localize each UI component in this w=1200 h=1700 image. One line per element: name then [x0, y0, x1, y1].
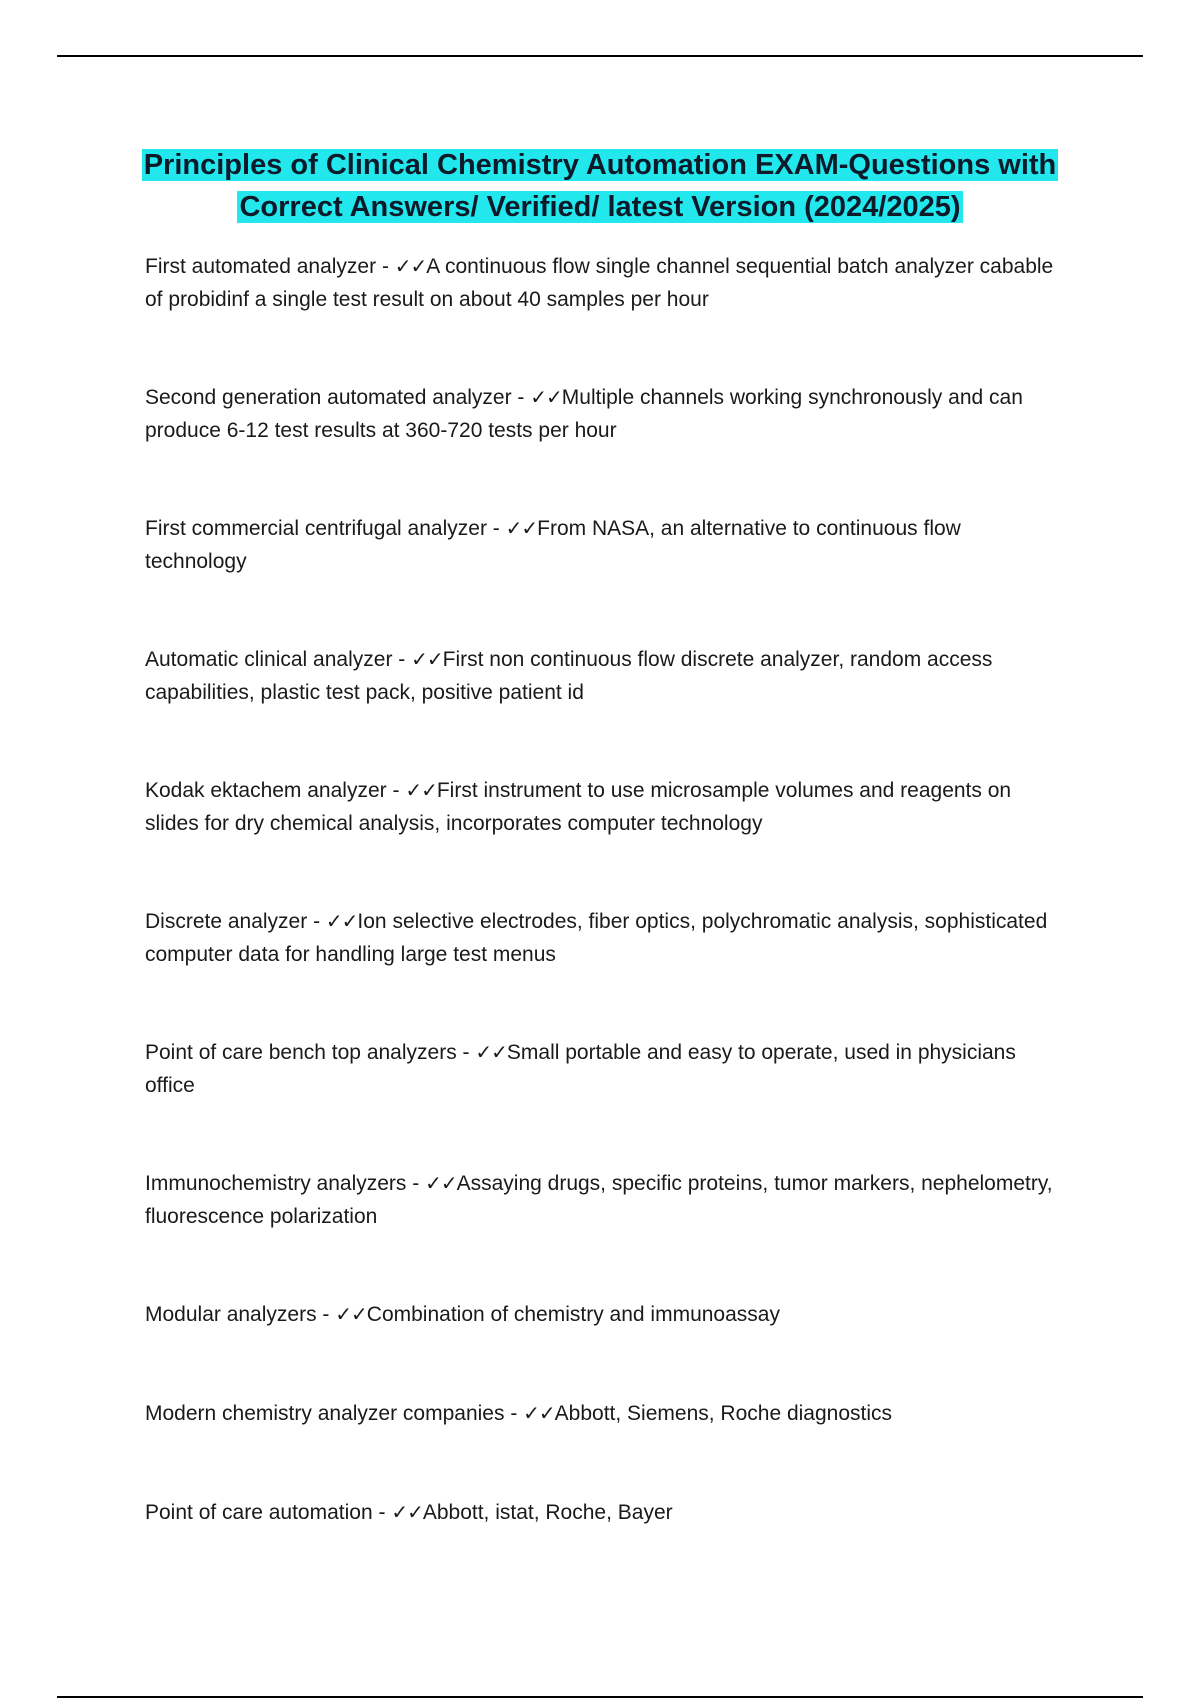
- qa-term: Modular analyzers: [145, 1303, 317, 1326]
- qa-item: [145, 774, 1065, 905]
- qa-item: [145, 1298, 1065, 1397]
- qa-answer: First instrument to use microsample volumes and reagents on slides for dry chemical analysis, incorporates computer technology: [145, 779, 1012, 835]
- double-check-icon: ✓✓: [505, 516, 538, 540]
- qa-term: Point of care automation: [145, 1501, 373, 1524]
- qa-term: Point of care bench top analyzers: [145, 1041, 457, 1064]
- qa-list: [145, 250, 1065, 1536]
- qa-separator: -: [392, 648, 412, 671]
- qa-term: Immunochemistry analyzers: [145, 1172, 407, 1195]
- double-check-icon: ✓✓: [394, 254, 427, 278]
- qa-separator: -: [307, 910, 326, 933]
- top-rule: [57, 55, 1143, 57]
- qa-separator: -: [406, 1172, 426, 1195]
- title-highlight: Principles of Clinical Chemistry Automation EXAM-Questions with Correct Answers/ Verified/ latest Version (2024/2025): [143, 149, 1057, 223]
- qa-answer: Combination of chemistry and immunoassay: [366, 1303, 780, 1326]
- qa-item: [145, 905, 1065, 1036]
- qa-item: [145, 643, 1065, 774]
- qa-item: [145, 1496, 1065, 1536]
- qa-answer: From NASA, an alternative to continuous flow technology: [145, 517, 961, 573]
- qa-answer: First non continuous flow discrete analyzer, random access capabilities, plastic test pack, positive patient id: [145, 648, 993, 704]
- qa-term: First automated analyzer: [145, 255, 377, 278]
- qa-separator: -: [511, 386, 531, 409]
- qa-item: [145, 1036, 1065, 1167]
- qa-answer: Abbott, Siemens, Roche diagnostics: [554, 1402, 893, 1425]
- bottom-rule: [57, 1696, 1143, 1698]
- qa-separator: -: [486, 517, 506, 540]
- document-title: [100, 144, 1100, 228]
- double-check-icon: ✓✓: [405, 778, 437, 802]
- double-check-icon: ✓✓: [425, 1171, 457, 1195]
- double-check-icon: ✓✓: [391, 1500, 423, 1524]
- qa-item: [145, 512, 1065, 643]
- qa-term: Modern chemistry analyzer companies: [145, 1402, 505, 1425]
- qa-answer: Ion selective electrodes, fiber optics, polychromatic analysis, sophisticated computer data for handling large test menus: [145, 910, 1048, 966]
- qa-item: [145, 1167, 1065, 1298]
- double-check-icon: ✓✓: [475, 1040, 507, 1064]
- double-check-icon: ✓✓: [523, 1401, 555, 1425]
- qa-item: [145, 250, 1065, 381]
- qa-item: [145, 381, 1065, 512]
- qa-term: Second generation automated analyzer: [145, 386, 512, 409]
- qa-term: First commercial centrifugal analyzer: [145, 517, 487, 540]
- qa-separator: -: [456, 1041, 476, 1064]
- qa-answer: Abbott, istat, Roche, Bayer: [422, 1501, 673, 1524]
- double-check-icon: ✓✓: [335, 1302, 367, 1326]
- qa-separator: -: [376, 255, 395, 278]
- qa-separator: -: [316, 1303, 336, 1326]
- qa-separator: -: [386, 779, 406, 802]
- qa-item: [145, 1397, 1065, 1496]
- qa-answer: Multiple channels working synchronously and can produce 6-12 test results at 360-720 tests per hour: [145, 386, 1023, 442]
- qa-term: Discrete analyzer: [145, 910, 308, 933]
- qa-answer: A continuous flow single channel sequential batch analyzer cabable of probidinf a single test result on about 40 samples per hour: [145, 255, 1054, 311]
- double-check-icon: ✓✓: [530, 385, 562, 409]
- double-check-icon: ✓✓: [411, 647, 443, 671]
- qa-answer: Small portable and easy to operate, used in physicians office: [145, 1041, 1016, 1097]
- qa-answer: Assaying drugs, specific proteins, tumor markers, nephelometry, fluorescence polarization: [145, 1172, 1053, 1228]
- qa-separator: -: [504, 1402, 524, 1425]
- qa-separator: -: [372, 1501, 392, 1524]
- qa-term: Automatic clinical analyzer: [145, 648, 393, 671]
- qa-term: Kodak ektachem analyzer: [145, 779, 387, 802]
- double-check-icon: ✓✓: [325, 909, 358, 933]
